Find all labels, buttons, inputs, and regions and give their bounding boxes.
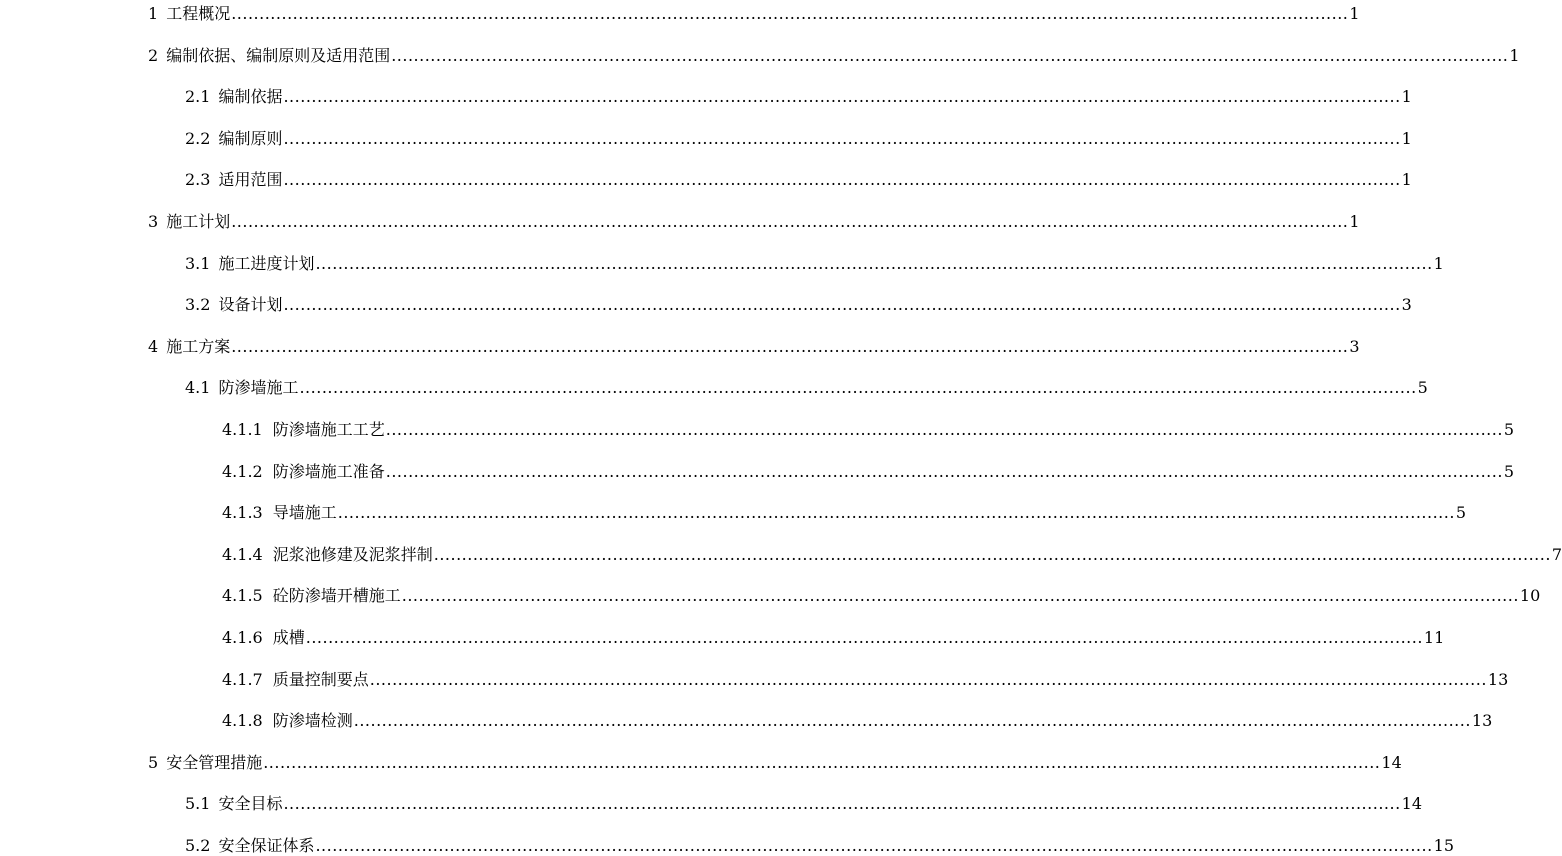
toc-dot-leader: ........................................................................................................................................................................................................ — [231, 4, 1349, 23]
toc-entry-title: 成槽 — [272, 628, 305, 647]
toc-entry-title: 编制依据、编制原则及适用范围 — [166, 45, 391, 65]
toc-entry-title: 砼防渗墙开槽施工 — [272, 586, 401, 606]
toc-entry-number: 4.1.8 — [222, 711, 263, 731]
toc-dot-leader: ........................................................................................................................................................................................................ — [385, 420, 1503, 439]
toc-dot-leader: ........................................................................................................................................................................................................ — [337, 503, 1455, 523]
toc-entry[interactable] — [185, 790, 1423, 814]
toc-entry-page-number: 11 — [1423, 628, 1445, 647]
toc-entry-title: 防渗墙施工 — [218, 378, 299, 398]
toc-entry-page-number: 5 — [1455, 503, 1467, 523]
toc-entry-number: 4.1.5 — [222, 586, 263, 606]
toc-entry-title: 设备计划 — [218, 295, 283, 315]
toc-entry-number: 4.1.1 — [222, 420, 263, 439]
toc-entry[interactable] — [148, 0, 1360, 24]
toc-dot-leader: ........................................................................................................................................................................................................ — [369, 669, 1487, 689]
toc-entry-title: 安全保证体系 — [218, 836, 315, 855]
toc-entry[interactable] — [222, 458, 1515, 482]
toc-entry[interactable] — [222, 499, 1467, 523]
toc-entry-number: 3.1 — [185, 253, 211, 273]
toc-entry[interactable] — [222, 624, 1445, 648]
toc-entry[interactable] — [222, 541, 1562, 565]
toc-entry-number: 4 — [148, 336, 159, 356]
toc-dot-leader: ........................................................................................................................................................................................................ — [231, 336, 1349, 356]
toc-dot-leader: ........................................................................................................................................................................................................ — [283, 170, 1401, 190]
toc-entry-title: 施工方案 — [166, 336, 231, 356]
toc-entry-number: 4.1.6 — [222, 628, 263, 647]
toc-entry-number: 3.2 — [185, 295, 211, 315]
toc-entry-number: 3 — [148, 212, 159, 231]
toc-entry-page-number: 3 — [1401, 295, 1412, 315]
toc-entry-number: 5.2 — [185, 836, 211, 855]
toc-entry-page-number: 7 — [1551, 544, 1562, 564]
toc-entry-page-number: 1 — [1433, 253, 1444, 273]
toc-entry[interactable] — [148, 749, 1402, 773]
toc-dot-leader: ........................................................................................................................................................................................................ — [315, 253, 1433, 273]
toc-entry-page-number: 14 — [1401, 794, 1423, 814]
toc-entry-number: 2.3 — [185, 170, 211, 190]
toc-entry-page-number: 1 — [1349, 4, 1360, 23]
toc-dot-leader: ........................................................................................................................................................................................................ — [315, 836, 1433, 855]
toc-entry-number: 2.1 — [185, 87, 211, 107]
toc-entry-title: 安全目标 — [218, 794, 283, 814]
toc-entry[interactable] — [185, 166, 1412, 190]
toc-dot-leader: ........................................................................................................................................................................................................ — [283, 295, 1401, 315]
toc-dot-leader: ........................................................................................................................................................................................................ — [283, 87, 1401, 107]
toc-entry[interactable] — [222, 416, 1515, 440]
toc-entry-number: 4.1.4 — [222, 544, 263, 564]
toc-entry-page-number: 10 — [1519, 586, 1541, 606]
toc-entry-page-number: 13 — [1471, 711, 1493, 731]
toc-entry-number: 4.1.7 — [222, 669, 263, 689]
toc-entry-title: 施工进度计划 — [218, 253, 315, 273]
toc-entry[interactable] — [185, 832, 1455, 856]
toc-entry-number: 2.2 — [185, 128, 211, 148]
toc-dot-leader: ........................................................................................................................................................................................................ — [263, 752, 1381, 772]
toc-entry-page-number: 1 — [1401, 170, 1412, 190]
toc-entry-title: 编制原则 — [218, 128, 283, 148]
toc-dot-leader: ........................................................................................................................................................................................................ — [299, 378, 1417, 398]
toc-entry-title: 适用范围 — [218, 170, 283, 190]
toc-entry-title: 防渗墙施工准备 — [272, 461, 385, 481]
toc-entry-number: 1 — [148, 4, 159, 23]
toc-entry[interactable] — [185, 83, 1412, 107]
toc-dot-leader: ........................................................................................................................................................................................................ — [433, 544, 1551, 564]
toc-entry-title: 防渗墙检测 — [272, 711, 353, 731]
toc-entry-title: 安全管理措施 — [166, 752, 263, 772]
toc-entry-number: 4.1 — [185, 378, 211, 398]
toc-entry-title: 导墙施工 — [272, 503, 337, 523]
toc-entry-page-number: 5 — [1503, 420, 1515, 439]
toc-entry[interactable] — [185, 374, 1428, 398]
toc-entry[interactable] — [185, 291, 1412, 315]
toc-entry-page-number: 1 — [1349, 212, 1360, 231]
toc-entry[interactable] — [148, 42, 1520, 66]
toc-dot-leader: ........................................................................................................................................................................................................ — [391, 45, 1509, 65]
toc-dot-leader: ........................................................................................................................................................................................................ — [283, 128, 1401, 148]
toc-entry[interactable] — [148, 208, 1360, 232]
toc-entry-title: 编制依据 — [218, 87, 283, 107]
toc-entry-title: 施工计划 — [166, 212, 231, 231]
toc-entry-number: 5.1 — [185, 794, 211, 814]
toc-entry-page-number: 1 — [1401, 87, 1412, 107]
toc-dot-leader: ........................................................................................................................................................................................................ — [353, 711, 1471, 731]
toc-entry-page-number: 5 — [1503, 461, 1515, 481]
toc-entry-number: 2 — [148, 45, 159, 65]
toc-dot-leader: ........................................................................................................................................................................................................ — [385, 461, 1503, 481]
toc-entry-page-number: 1 — [1401, 128, 1412, 148]
toc-entry-page-number: 15 — [1433, 836, 1455, 855]
toc-entry[interactable] — [222, 666, 1509, 690]
toc-entry[interactable] — [185, 125, 1412, 149]
toc-entry[interactable] — [222, 707, 1493, 731]
toc-entry-title: 泥浆池修建及泥浆拌制 — [272, 544, 433, 564]
toc-entry[interactable] — [222, 582, 1541, 606]
toc-entry-page-number: 5 — [1417, 378, 1428, 398]
toc-dot-leader: ........................................................................................................................................................................................................ — [305, 628, 1423, 647]
toc-entry[interactable] — [148, 333, 1360, 357]
toc-entry-title: 工程概况 — [166, 4, 231, 23]
toc-entry-page-number: 14 — [1381, 752, 1402, 772]
toc-entry-page-number: 1 — [1509, 45, 1520, 65]
toc-dot-leader: ........................................................................................................................................................................................................ — [231, 212, 1349, 231]
toc-entry-page-number: 3 — [1349, 336, 1360, 356]
toc-entry[interactable] — [185, 250, 1444, 274]
toc-entry-number: 4.1.3 — [222, 503, 263, 523]
toc-entry-page-number: 13 — [1487, 669, 1509, 689]
toc-entry-title: 防渗墙施工工艺 — [272, 420, 385, 439]
toc-entry-number: 4.1.2 — [222, 461, 263, 481]
toc-dot-leader: ........................................................................................................................................................................................................ — [283, 794, 1401, 814]
toc-entry-title: 质量控制要点 — [272, 669, 369, 689]
toc-entry-number: 5 — [148, 752, 159, 772]
toc-dot-leader: ........................................................................................................................................................................................................ — [401, 586, 1519, 606]
